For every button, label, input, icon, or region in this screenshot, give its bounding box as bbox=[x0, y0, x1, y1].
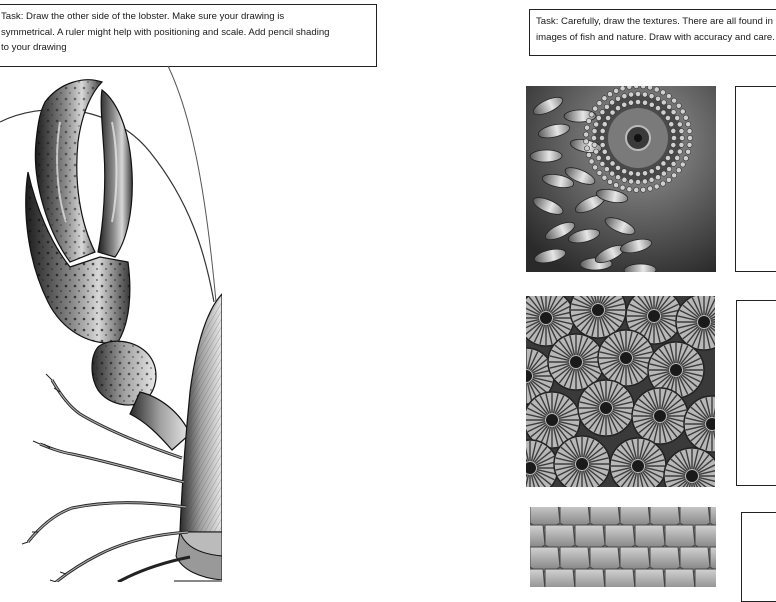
coral-polyp-texture bbox=[526, 296, 715, 487]
drawing-box-anemone[interactable] bbox=[735, 86, 776, 272]
task-line-3: to your drawing bbox=[1, 42, 67, 53]
task-line-2: images of fish and nature. Draw with accuracy and care. bbox=[536, 31, 775, 43]
fish-scale-texture bbox=[530, 507, 716, 587]
drawing-box-scales[interactable] bbox=[741, 512, 776, 602]
lobster-half-illustration bbox=[0, 62, 222, 582]
texture-task-instructions bbox=[529, 9, 776, 56]
task-line-2: symmetrical. A ruler might help with positioning and scale. Add pencil shading bbox=[1, 26, 330, 38]
task-line-1: Task: Draw the other side of the lobster. Make sure your drawing is bbox=[1, 11, 285, 22]
drawing-box-coral[interactable] bbox=[736, 300, 776, 486]
lobster-task-instructions bbox=[0, 4, 377, 67]
sea-anemone-texture bbox=[526, 86, 716, 272]
task-line-1: Task: Carefully, draw the textures. There are all found in bbox=[536, 16, 773, 27]
